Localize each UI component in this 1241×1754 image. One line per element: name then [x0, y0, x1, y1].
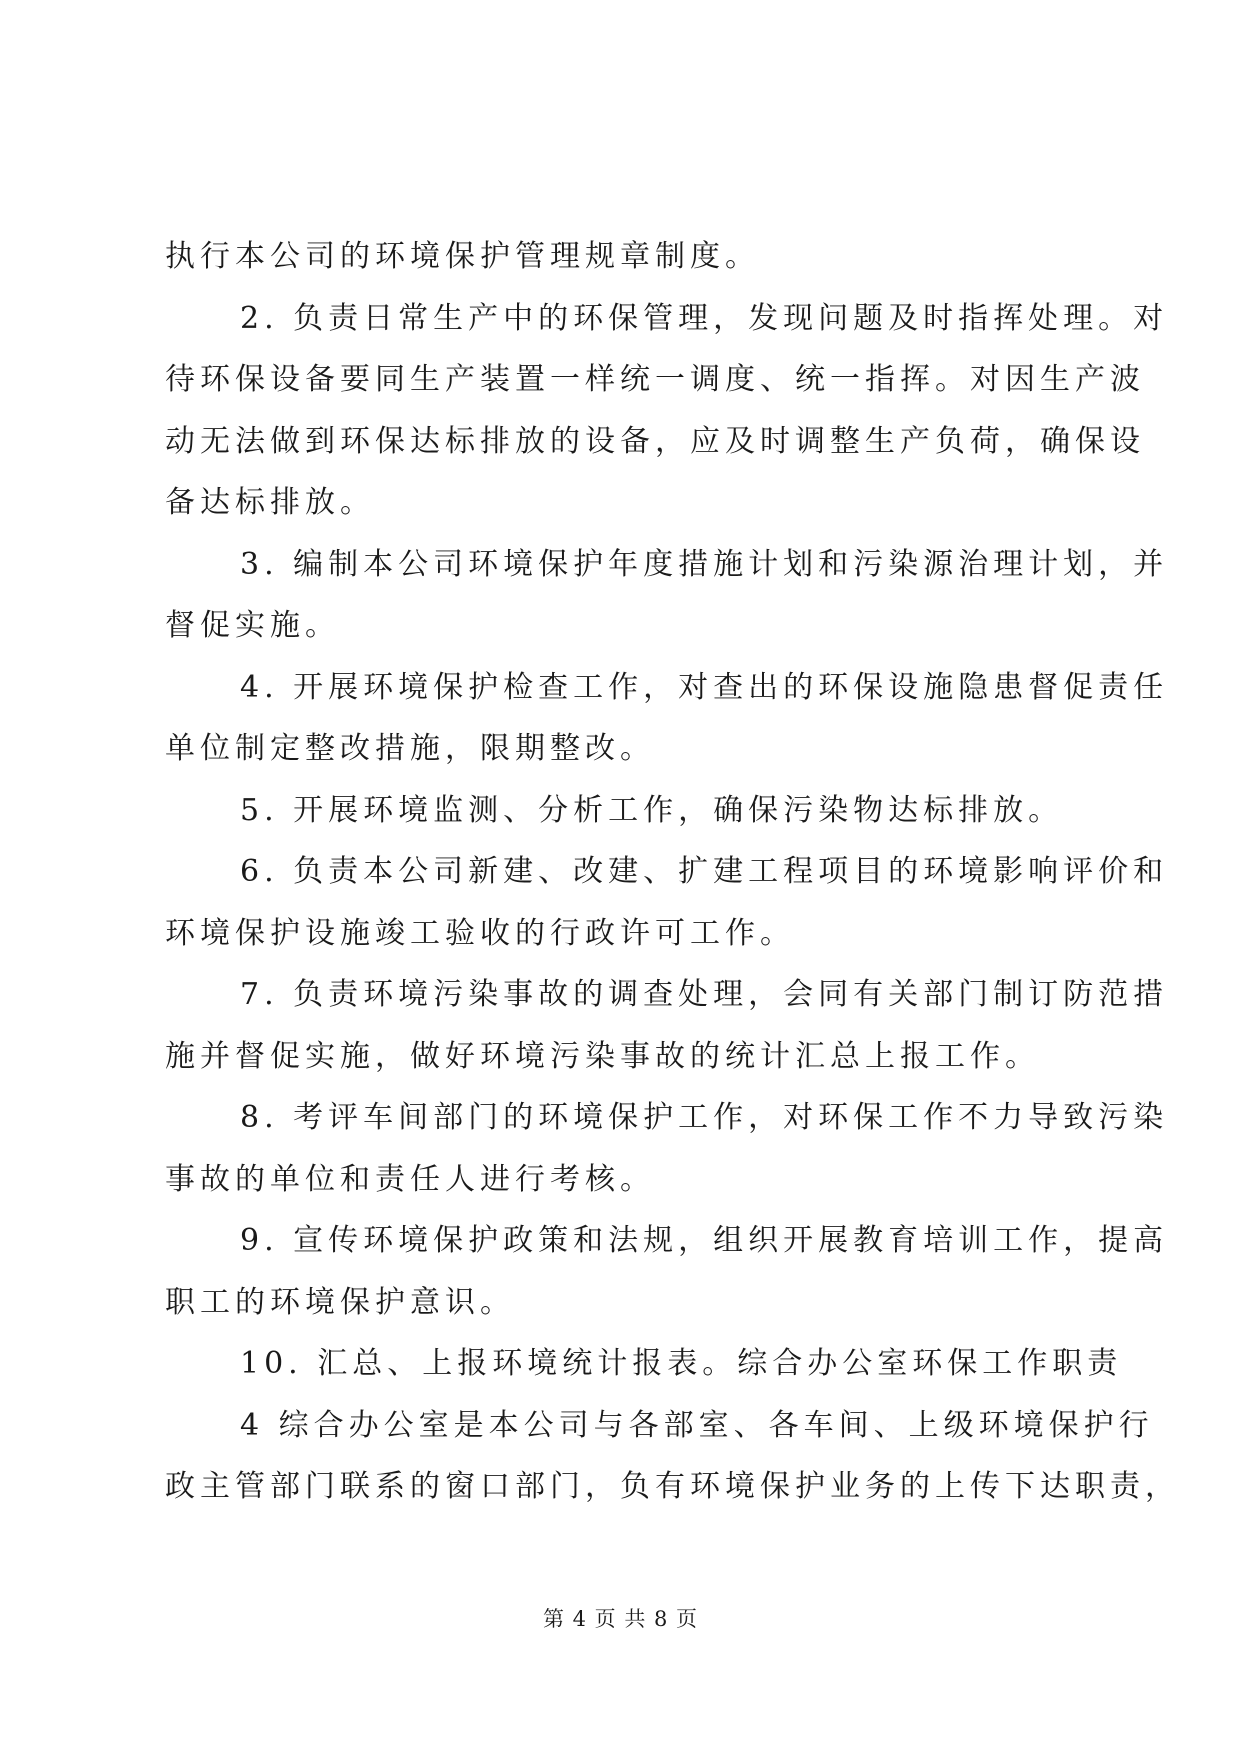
- text-line: 待环保设备要同生产装置一样统一调度、统一指挥。对因生产波: [165, 362, 1145, 397]
- text-line: 9. 宣传环境保护政策和法规，组织开展教育培训工作，提高: [240, 1223, 1169, 1258]
- text-line: 4. 开展环境保护检查工作，对查出的环保设施隐患督促责任: [240, 669, 1169, 705]
- text-line: 单位制定整改措施，限期整改。: [165, 731, 655, 766]
- text-line: 6. 负责本公司新建、改建、扩建工程项目的环境影响评价和: [240, 854, 1169, 889]
- text-line: 3. 编制本公司环境保护年度措施计划和污染源治理计划，并: [240, 546, 1169, 582]
- text-line: 备达标排放。: [165, 485, 375, 520]
- text-line: 2. 负责日常生产中的环保管理，发现问题及时指挥处理。对: [240, 300, 1169, 336]
- text-line: 5. 开展环境监测、分析工作，确保污染物达标排放。: [240, 792, 1064, 828]
- text-line: 7. 负责环境污染事故的调查处理，会同有关部门制订防范措: [240, 977, 1169, 1012]
- text-line: 政主管部门联系的窗口部门，负有环境保护业务的上传下达职责，: [165, 1469, 1180, 1504]
- document-body: [165, 226, 1180, 1518]
- page-number-footer: 第 4 页 共 8 页: [542, 1607, 699, 1631]
- text-line: 10. 汇总、上报环境统计报表。综合办公室环保工作职责: [240, 1346, 1123, 1381]
- text-line: 事故的单位和责任人进行考核。: [165, 1161, 655, 1197]
- text-line: 动无法做到环保达标排放的设备，应及时调整生产负荷，确保设: [165, 423, 1145, 459]
- text-line: 执行本公司的环境保护管理规章制度。: [165, 239, 760, 274]
- text-line: 8. 考评车间部门的环境保护工作，对环保工作不力导致污染: [240, 1100, 1169, 1135]
- text-line: 施并督促实施，做好环境污染事故的统计汇总上报工作。: [165, 1038, 1040, 1074]
- text-line: 4 综合办公室是本公司与各部室、各车间、上级环境保护行: [240, 1407, 1154, 1443]
- text-line: 督促实施。: [165, 608, 340, 643]
- text-line: 职工的环境保护意识。: [165, 1284, 515, 1320]
- text-line: 环境保护设施竣工验收的行政许可工作。: [165, 915, 795, 951]
